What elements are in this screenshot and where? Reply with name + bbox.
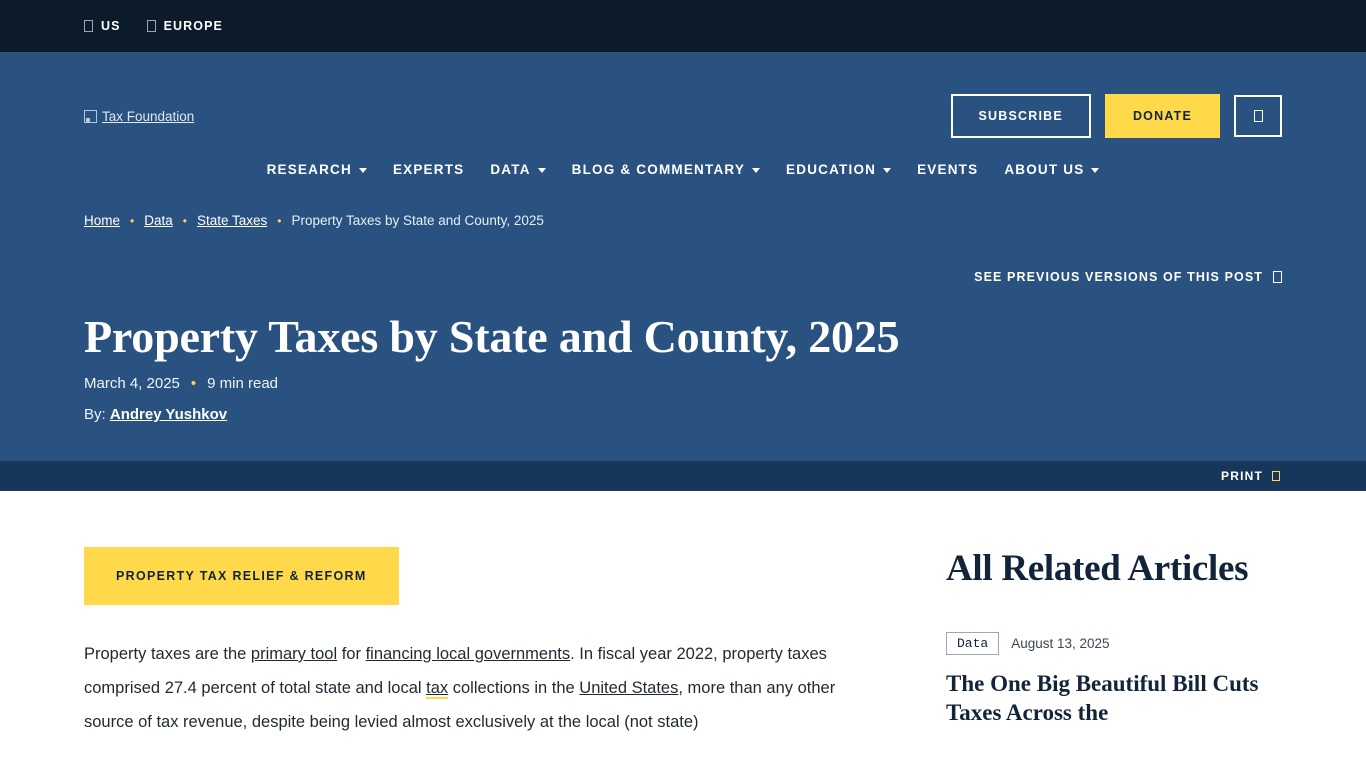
utility-bar xyxy=(0,0,1366,52)
nav-item-experts-label: EXPERTS xyxy=(392,162,465,177)
article-paragraph xyxy=(84,637,874,739)
search-icon xyxy=(1254,110,1263,122)
nav-item-events[interactable] xyxy=(917,162,978,177)
byline-label: By: xyxy=(84,406,106,423)
nav-item-about-us-label: ABOUT US xyxy=(1004,162,1085,177)
region-link-europe-label: EUROPE xyxy=(163,19,223,33)
paragraph-text-1: Property taxes are the xyxy=(84,645,251,663)
nav-item-education-label: EDUCATION xyxy=(786,162,877,177)
related-article-meta xyxy=(946,632,1276,655)
breadcrumb-separator: • xyxy=(182,213,187,228)
nav-item-events-label: EVENTS xyxy=(917,162,979,177)
chevron-down-icon xyxy=(359,168,367,173)
link-tax-glossary[interactable]: tax xyxy=(426,679,449,697)
history-icon xyxy=(1273,271,1282,283)
site-header xyxy=(0,52,1366,461)
nav-item-data-label: DATA xyxy=(490,162,531,177)
paragraph-text-5: , more than any other source of tax revenue, despite being levied almost exclusively at the local (not state) xyxy=(84,679,836,731)
chevron-down-icon xyxy=(538,168,546,173)
publish-date: March 4, 2025 xyxy=(84,375,180,392)
topic-tag-property-tax-relief-reform[interactable]: PROPERTY TAX RELIEF & REFORM xyxy=(84,547,399,605)
list-item xyxy=(946,632,1276,727)
chevron-down-icon xyxy=(883,168,891,173)
breadcrumb-item-state-taxes[interactable]: State Taxes xyxy=(196,213,268,228)
paragraph-text-4: collections in the xyxy=(448,679,580,697)
link-united-states[interactable]: United States xyxy=(579,679,679,697)
category-chip-data[interactable]: Data xyxy=(946,632,999,655)
print-button-label[interactable]: PRINT xyxy=(1221,469,1263,483)
read-time: 9 min read xyxy=(207,375,279,392)
related-articles-sidebar xyxy=(946,491,1276,756)
paragraph-text-3: . In fiscal year 2022, property taxes comprised 27.4 percent of total state and local xyxy=(84,645,827,697)
nav-item-blog-commentary[interactable] xyxy=(572,162,760,177)
chevron-down-icon xyxy=(752,168,760,173)
article-column xyxy=(84,491,874,756)
meta-separator: • xyxy=(190,375,197,392)
page-title: Property Taxes by State and County, 2025 xyxy=(84,311,900,362)
nav-item-blog-commentary-label: BLOG & COMMENTARY xyxy=(571,162,746,177)
nav-item-data[interactable] xyxy=(490,162,545,177)
broken-image-icon xyxy=(84,110,97,123)
breadcrumb-separator: • xyxy=(277,213,282,228)
flag-icon xyxy=(84,20,93,32)
link-primary-tool[interactable]: primary tool xyxy=(250,645,338,663)
related-article-headline[interactable]: The One Big Beautiful Bill Cuts Taxes Across the xyxy=(946,671,1259,725)
nav-item-experts[interactable] xyxy=(393,162,464,177)
nav-item-about-us[interactable] xyxy=(1004,162,1099,177)
nav-item-research[interactable] xyxy=(267,162,367,177)
main-content xyxy=(0,491,1366,756)
article-meta xyxy=(84,375,1282,392)
sidebar-title: All Related Articles xyxy=(946,548,1249,589)
region-link-europe[interactable] xyxy=(147,19,223,33)
nav-item-research-label: RESEARCH xyxy=(266,162,352,177)
header-actions xyxy=(951,94,1282,138)
print-bar xyxy=(0,461,1366,491)
breadcrumb-current: Property Taxes by State and County, 2025 xyxy=(291,213,544,228)
breadcrumb-separator: • xyxy=(130,213,135,228)
related-article-date: August 13, 2025 xyxy=(1011,636,1110,651)
link-financing-local-governments[interactable]: financing local governments xyxy=(365,645,571,663)
subscribe-button[interactable]: SUBSCRIBE xyxy=(951,94,1091,138)
chevron-down-icon xyxy=(1091,168,1099,173)
site-logo[interactable] xyxy=(84,109,194,124)
paragraph-text-2: for xyxy=(337,645,366,663)
header-top-row xyxy=(84,52,1282,148)
breadcrumb-item-home[interactable]: Home xyxy=(84,213,121,228)
see-previous-versions-link[interactable] xyxy=(84,228,1282,284)
region-link-us[interactable] xyxy=(84,19,121,33)
search-button[interactable] xyxy=(1234,95,1282,137)
breadcrumb-item-data[interactable]: Data xyxy=(144,213,173,228)
author-link[interactable]: Andrey Yushkov xyxy=(109,406,228,423)
site-logo-alt-text: Tax Foundation xyxy=(102,108,195,124)
nav-item-education[interactable] xyxy=(786,162,891,177)
breadcrumb xyxy=(84,199,1282,228)
flag-icon xyxy=(147,20,156,32)
see-previous-versions-label: SEE PREVIOUS VERSIONS OF THIS POST xyxy=(974,270,1263,284)
donate-button[interactable]: DONATE xyxy=(1105,94,1220,138)
main-navigation xyxy=(84,148,1282,199)
byline xyxy=(84,406,1282,461)
printer-icon[interactable] xyxy=(1272,471,1280,481)
region-link-us-label: US xyxy=(101,19,121,33)
